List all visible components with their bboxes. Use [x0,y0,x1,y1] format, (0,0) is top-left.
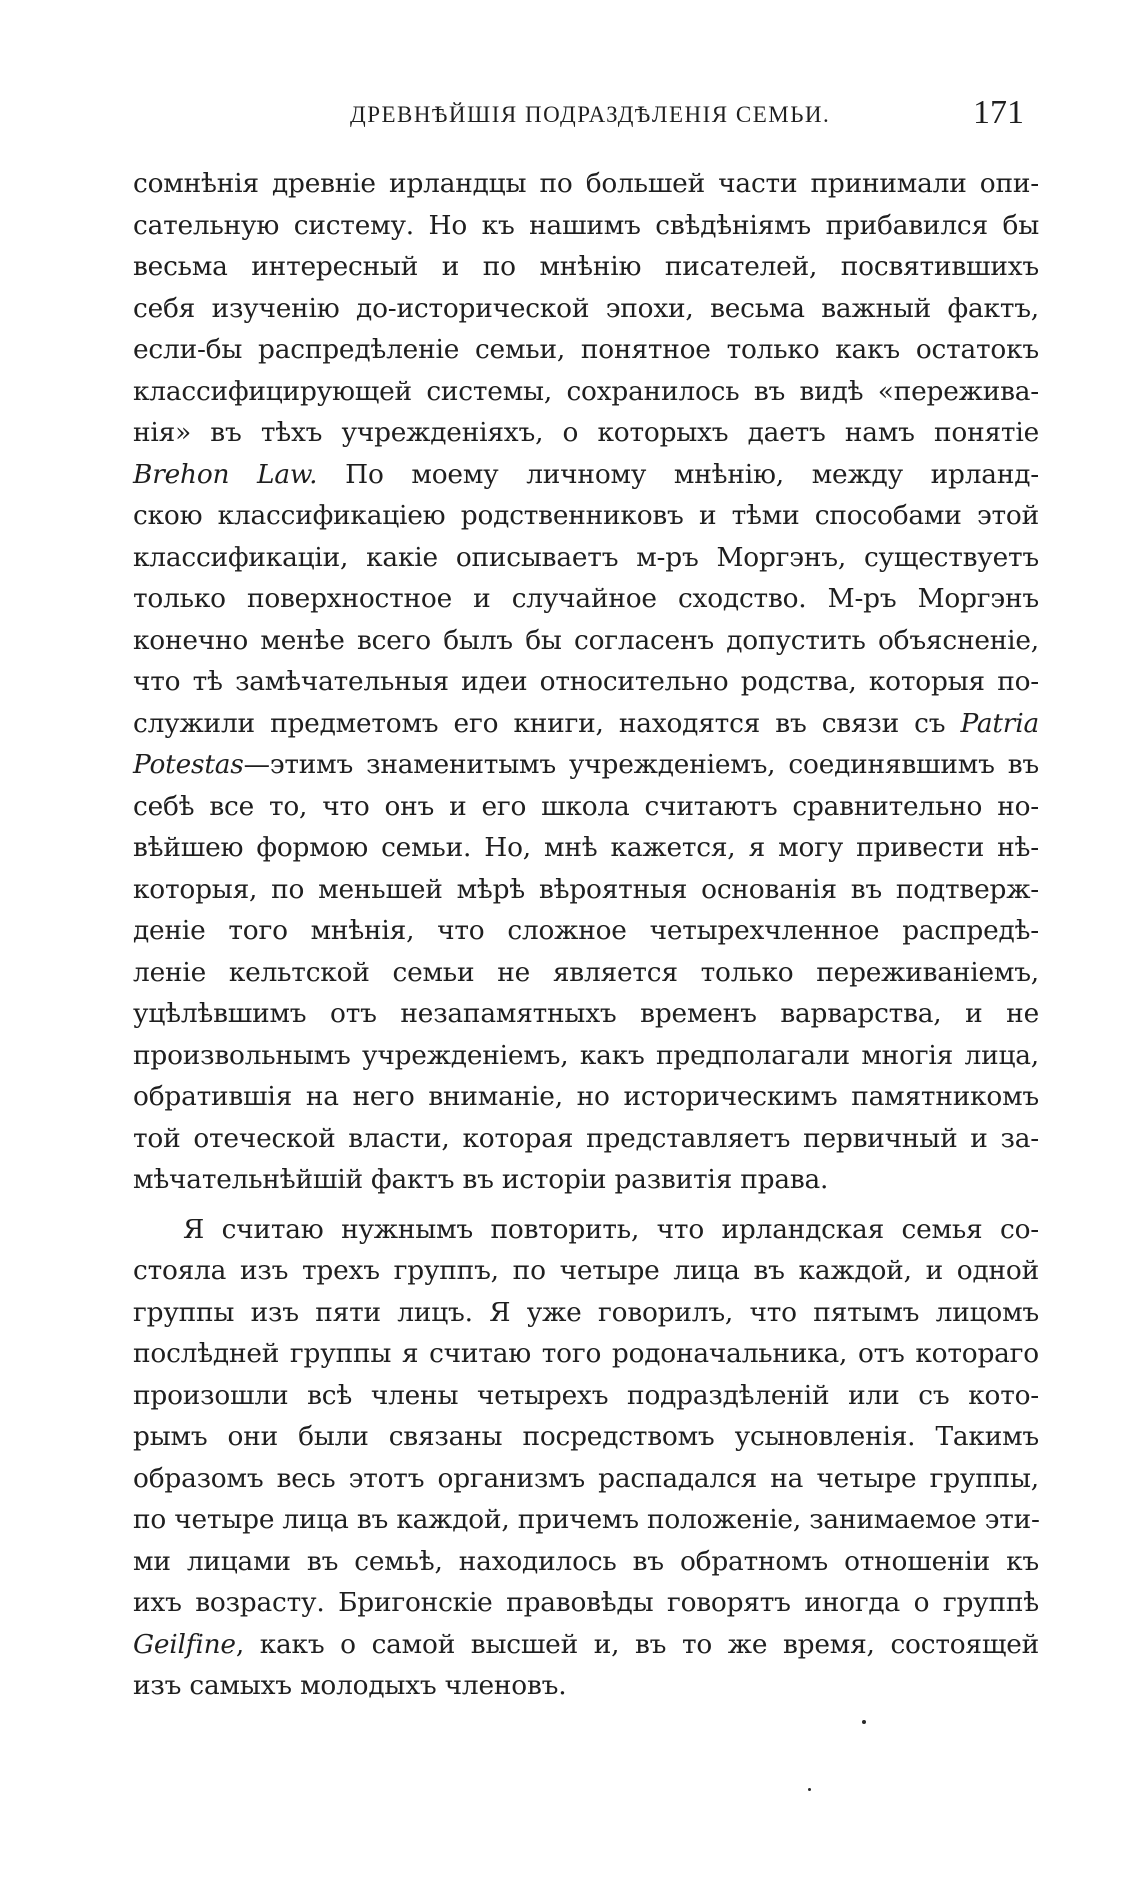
text-segment: , какъ о самой высшей и, въ то же время, состоящей [235,1628,1039,1660]
text-line: сомнѣнія древніе ирландцы по большей части принимали опи- [133,168,1039,199]
running-title: ДРЕВНѢЙШІЯ ПОДРАЗДѢЛЕНІЯ СЕМЬИ. [350,102,831,127]
text-line: Я считаю нужнымъ повторить, что ирландская семья со- [183,1213,1039,1245]
text-line: классифицирующей системы, сохранилось въ видѣ «пережива- [133,375,1039,407]
text-line [133,744,1039,786]
text-segment: По моему личному мнѣнію, между ирланд- [317,458,1039,490]
text-line: ихъ возрасту. Бригонскіе правовѣды говорятъ иногда о группѣ [133,1587,1039,1618]
text-line: по четыре лица въ каждой, причемъ положеніе, занимаемое эти- [133,1504,1040,1535]
text-line: скою классификаціею родственниковъ и тѣми способами этой [133,500,1039,531]
ink-speck [862,1720,866,1724]
text-line: весьма интересный и по мнѣнію писателей, посвятившихъ [133,251,1039,282]
text-line: произвольнымъ учрежденіемъ, какъ предполагали многія лица, [133,1039,1039,1071]
text-line: послѣдней группы я считаю того родоначальника, отъ котораго [133,1338,1039,1369]
text-segment: —этимъ знаменитымъ учрежденіемъ, соединявшимъ въ [243,749,1039,780]
text-line: себѣ все то, что онъ и его школа считаютъ сравнительно но- [133,790,1039,822]
italic-term: Patria [960,707,1039,739]
text-line: уцѣлѣвшимъ отъ незапамятныхъ временъ варварства, и не [133,998,1039,1029]
text-line: рымъ они были связаны посредствомъ усыновленія. Такимъ [133,1421,1039,1452]
text-line: себя изученію до-исторической эпохи, весьма важный фактъ, [133,292,1039,324]
text-line: леніе кельтской семьи не является только переживаніемъ, [133,956,1039,988]
text-line [133,454,1039,496]
text-line: если-бы распредѣленіе семьи, понятное только какъ остатокъ [133,334,1039,365]
text-line: деніе того мнѣнія, что сложное четырехчленное распредѣ- [133,915,1039,946]
text-line [133,1624,1039,1666]
ink-speck [808,1788,811,1791]
italic-term: Brehon Law. [133,458,318,490]
text-line: нія» въ тѣхъ учрежденіяхъ, о которыхъ даетъ намъ понятіе [133,417,1039,448]
text-line: вѣйшею формою семьи. Но, мнѣ кажется, я могу привести нѣ- [133,832,1039,863]
text-line: произошли всѣ члены четырехъ подраздѣленій или съ кото- [133,1379,1039,1411]
text-line: только поверхностное и случайное сходство. М-ръ Моргэнъ [133,583,1039,614]
body-text [133,163,1039,1707]
text-line: что тѣ замѣчательныя идеи относительно родства, которыя по- [133,666,1039,697]
text-line: ми лицами въ семьѣ, находилось въ обратномъ отношеніи къ [133,1545,1039,1577]
running-header [132,94,1042,138]
text-line: мѣчательнѣйшій фактъ въ исторіи развитія права. [133,1164,829,1195]
italic-term: Potestas [133,749,244,780]
text-line: обратившія на него вниманіе, но историческимъ памятникомъ [133,1081,1039,1112]
text-line: классификаціи, какіе описываетъ м-ръ Моргэнъ, существуетъ [133,541,1039,573]
text-line: стояла изъ трехъ группъ, по четыре лица въ каждой, и одной [133,1255,1039,1286]
text-line: изъ самыхъ молодыхъ членовъ. [133,1670,567,1701]
text-line: группы изъ пяти лицъ. Я уже говорилъ, что пятымъ лицомъ [133,1296,1039,1328]
page-number: 171 [973,94,1024,131]
text-line: сательную систему. Но къ нашимъ свѣдѣніямъ прибавился бы [133,209,1039,241]
paragraph-2 [133,1209,1039,1707]
text-line: конечно менѣе всего былъ бы согласенъ допустить объясненіе, [133,624,1039,656]
italic-term: Geilfine [133,1628,236,1660]
text-line: которыя, по меньшей мѣрѣ вѣроятныя основанія въ подтверж- [133,873,1039,905]
text-line: образомъ весь этотъ организмъ распадался на четыре группы, [133,1462,1039,1494]
text-segment: служили предметомъ его книги, находятся въ связи съ [133,707,961,739]
paragraph-1 [133,163,1039,1201]
text-line: той отеческой власти, которая представляетъ первичный и за- [133,1122,1039,1154]
text-line [133,703,1039,745]
